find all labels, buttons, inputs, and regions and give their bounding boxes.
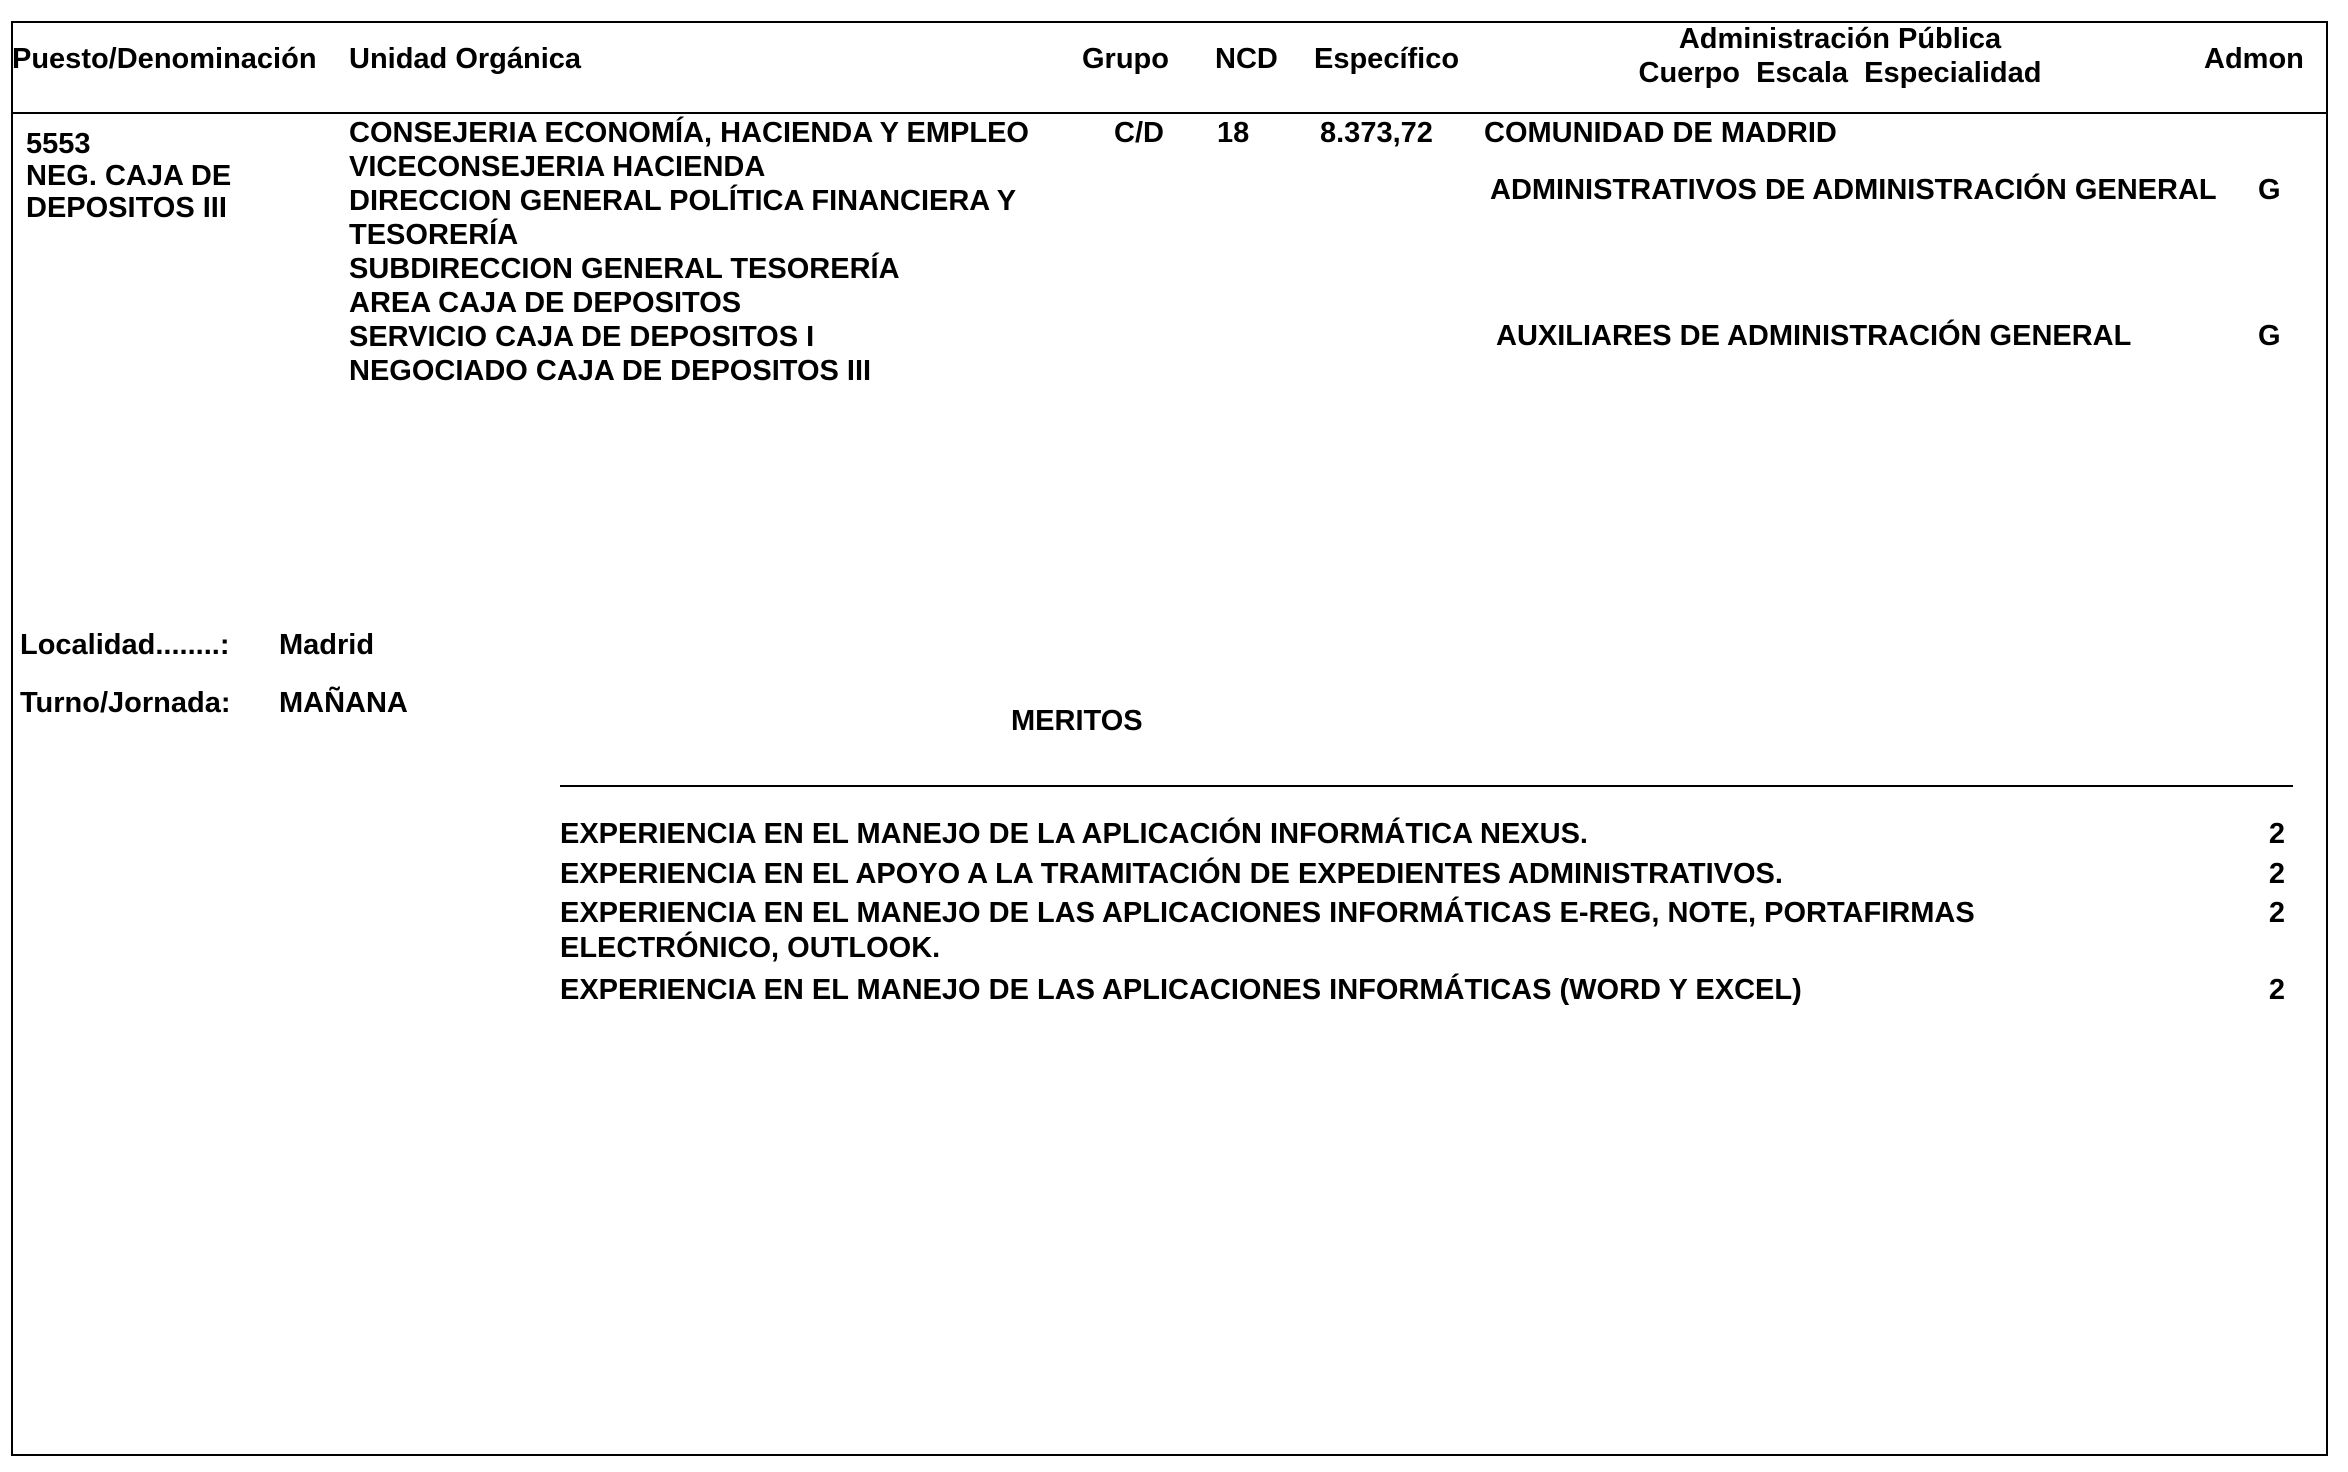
turno-value: MAÑANA bbox=[279, 687, 408, 719]
grupo-value: C/D bbox=[1114, 117, 1164, 149]
unidad-line: CONSEJERIA ECONOMÍA, HACIENDA Y EMPLEO bbox=[349, 117, 1029, 149]
puesto-name-line1: NEG. CAJA DE bbox=[26, 160, 232, 192]
merit-points: 2 bbox=[2268, 974, 2285, 1006]
especifico-value: 8.373,72 bbox=[1320, 117, 1433, 149]
header-ncd: NCD bbox=[1215, 43, 1278, 75]
cuerpo-name: AUXILIARES DE ADMINISTRACIÓN GENERAL bbox=[1496, 320, 2132, 352]
merit-text: EXPERIENCIA EN EL MANEJO DE LAS APLICACIONES INFORMÁTICAS (WORD Y EXCEL) bbox=[560, 974, 1802, 1006]
meritos-title: MERITOS bbox=[1011, 705, 1143, 737]
puesto-code: 5553 bbox=[26, 128, 91, 160]
ncd-value: 18 bbox=[1217, 117, 1250, 149]
header-especifico: Específico bbox=[1314, 43, 1460, 75]
merit-text: EXPERIENCIA EN EL MANEJO DE LA APLICACIÓN INFORMÁTICA NEXUS. bbox=[560, 818, 1588, 850]
unidad-line: VICECONSEJERIA HACIENDA bbox=[349, 151, 766, 183]
cuerpo-admon: G bbox=[2258, 320, 2281, 352]
unidad-organica bbox=[349, 116, 1029, 388]
cuerpo-admon: G bbox=[2258, 174, 2281, 206]
merit-points: 2 bbox=[2268, 818, 2285, 850]
merit-item bbox=[560, 896, 2285, 966]
unidad-line: SUBDIRECCION GENERAL TESORERÍA bbox=[349, 253, 900, 285]
unidad-line: AREA CAJA DE DEPOSITOS bbox=[349, 287, 742, 319]
puesto-cell bbox=[26, 128, 231, 224]
unidad-line: SERVICIO CAJA DE DEPOSITOS I bbox=[349, 321, 815, 353]
unidad-line: DIRECCION GENERAL POLÍTICA FINANCIERA Y bbox=[349, 185, 1017, 217]
header-cuerpo-escala: Cuerpo Escala Especialidad bbox=[1638, 57, 2042, 89]
localidad-label: Localidad........: bbox=[20, 629, 230, 661]
header-admon: Admon bbox=[2204, 43, 2304, 75]
puesto-name-line2: DEPOSITOS III bbox=[26, 192, 227, 224]
merit-item bbox=[560, 973, 2285, 1008]
unidad-line: NEGOCIADO CAJA DE DEPOSITOS III bbox=[349, 355, 872, 387]
merit-points: 2 bbox=[2268, 858, 2285, 890]
merit-item bbox=[560, 817, 2285, 852]
meritos-divider bbox=[560, 785, 2293, 787]
merit-points: 2 bbox=[2268, 897, 2285, 929]
header-puesto: Puesto/Denominación bbox=[12, 43, 317, 75]
merit-text: EXPERIENCIA EN EL MANEJO DE LAS APLICACIONES INFORMÁTICAS E-REG, NOTE, PORTAFIRMAS bbox=[560, 897, 1975, 929]
merit-text: EXPERIENCIA EN EL APOYO A LA TRAMITACIÓN DE EXPEDIENTES ADMINISTRATIVOS. bbox=[560, 858, 1783, 890]
merit-item bbox=[560, 857, 2285, 892]
cuerpo-name: ADMINISTRATIVOS DE ADMINISTRACIÓN GENERAL bbox=[1490, 174, 2217, 206]
localidad-value: Madrid bbox=[279, 629, 375, 661]
header-divider bbox=[11, 112, 2328, 114]
header-grupo: Grupo bbox=[1082, 43, 1169, 75]
merit-text-continuation: ELECTRÓNICO, OUTLOOK. bbox=[560, 932, 941, 964]
turno-label: Turno/Jornada: bbox=[20, 687, 231, 719]
header-unidad: Unidad Orgánica bbox=[349, 43, 582, 75]
administracion-value: COMUNIDAD DE MADRID bbox=[1484, 117, 1837, 149]
unidad-line: TESORERÍA bbox=[349, 219, 519, 251]
header-admin-publica: Administración Pública bbox=[1678, 23, 2002, 55]
